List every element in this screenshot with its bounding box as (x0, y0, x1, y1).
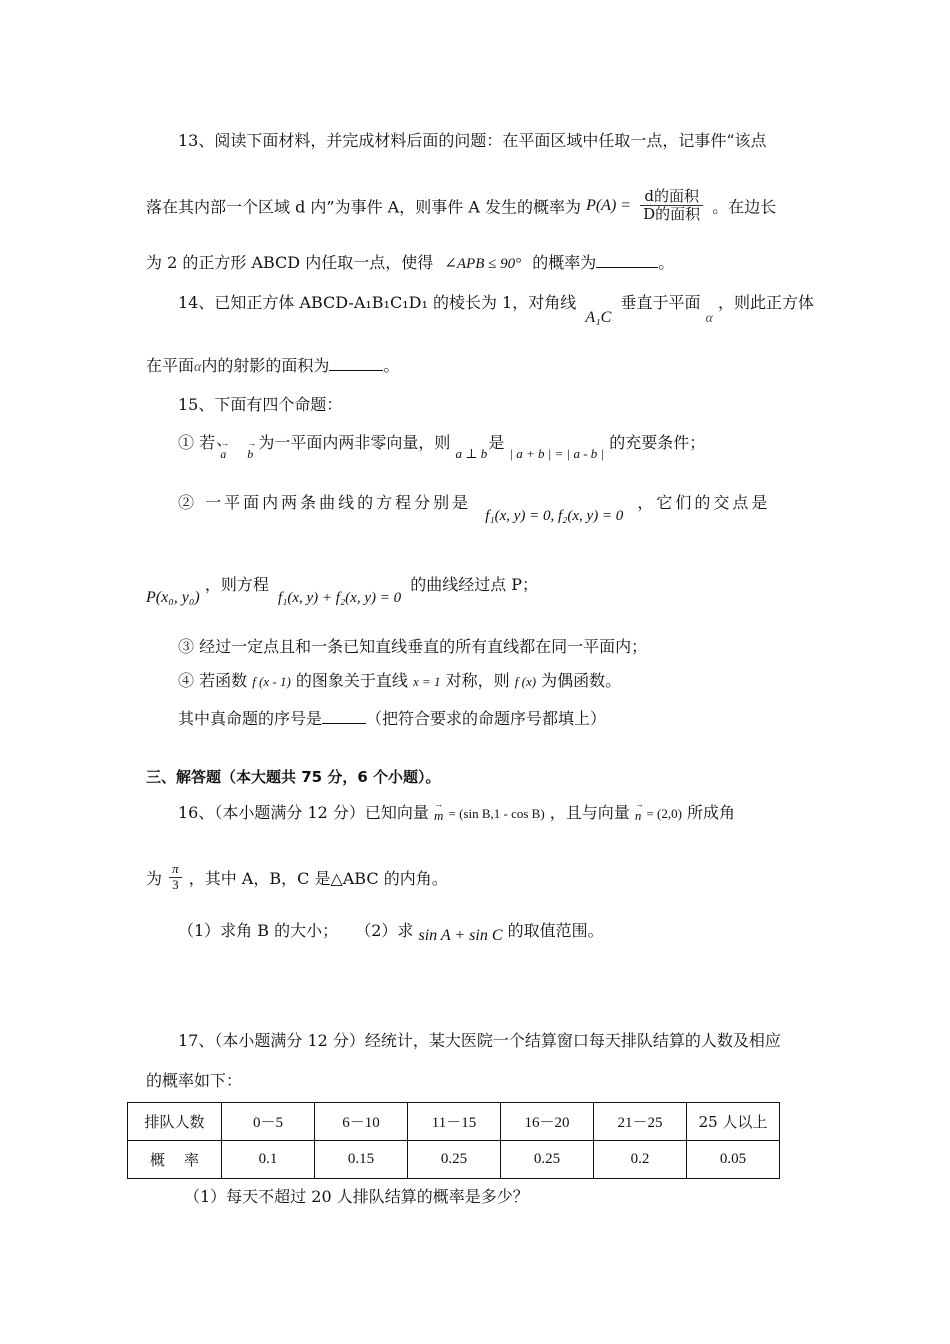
q15-sum-eq: f₁(x, y) + f₂(x, y) = 0 (277, 590, 402, 606)
q17-line2 (146, 1068, 950, 1091)
q13-text-1: 13、阅读下面材料，并完成材料后面的问题：在平面区域中任取一点，记事件“该点 (178, 131, 767, 150)
q14-line1 (178, 290, 950, 326)
q17-line1 (178, 1028, 950, 1051)
q15-p1-c: 是 (488, 433, 505, 452)
q16-text-1b: ，且与向量 (549, 803, 630, 822)
q15-p4-a: ④ 若函数 (178, 671, 248, 690)
q13-line2 (146, 188, 950, 224)
q14-text-2c: 。 (383, 356, 400, 375)
q15-p2-c: ，则方程 (204, 575, 269, 594)
table-header-row (128, 1103, 780, 1141)
q13-pa: P(A) = (586, 196, 632, 214)
q15-ask (178, 706, 950, 729)
table-cell: 21－25 (594, 1103, 687, 1141)
q16-text-2a: 为 (146, 868, 163, 888)
q16-n-value: = (2,0) (646, 806, 682, 821)
q17-sub1 (184, 1184, 950, 1207)
table-cell: 0.15 (315, 1141, 408, 1179)
q15-perp: a ⊥ b (455, 446, 488, 461)
q13-line3 (146, 250, 950, 273)
q17-sub1-text: （1）每天不超过 20 人排队结算的概率是多少？ (184, 1187, 529, 1206)
q13-text-2a: 落在其内部一个区域 d 内”为事件 A，则事件 A 发生的概率为 (146, 197, 581, 217)
q15-p3 (178, 634, 950, 657)
q15-vec-a: → a (220, 447, 226, 462)
q15-p4-b: 的图象关于直线 (295, 671, 408, 690)
q15-answer-blank[interactable] (322, 709, 366, 724)
q16-line2 (146, 862, 950, 893)
q17-text-1: 17、（本小题满分 12 分）经统计，某大医院一个结算窗口每天排队结算的人数及相应 (178, 1031, 781, 1050)
q15-fx1: f (x - 1) (252, 674, 291, 689)
q14-alpha: α (705, 311, 713, 326)
q14-text-1b: 垂直于平面 (620, 293, 701, 312)
q13-angle: ∠APB ≤ 90° (444, 256, 522, 272)
q16-vec-n: → n (635, 808, 642, 824)
q16-line1 (178, 800, 950, 823)
q15-title-text: 15、下面有四个命题： (178, 395, 343, 414)
table-row (128, 1141, 780, 1179)
q15-eqs: f₁(x, y) = 0, f₂(x, y) = 0 (485, 508, 624, 524)
q16-m-value: = (sin B,1 - cos B) (448, 806, 545, 821)
q15-fx: f (x) (514, 674, 537, 689)
q16-sub1: （1）求角 B 的大小； (178, 921, 339, 940)
table-cell: 0.25 (501, 1141, 594, 1179)
q15-p1-b: 为一平面内两非零向量，则 (258, 433, 451, 452)
q16-text-1c: 所成角 (687, 803, 736, 822)
q14-text-2b: 内的射影的面积为 (201, 356, 330, 375)
table-cell: 排队人数 (128, 1103, 222, 1141)
q13-text-3b: 的概率为 (532, 253, 597, 272)
table-cell: 0－5 (222, 1103, 315, 1141)
q16-expr: sin A + sin C (418, 927, 503, 944)
q14-a1c: A₁C (585, 309, 612, 326)
q15-p2-cont (146, 572, 950, 606)
q15-sep: 、 (216, 430, 233, 449)
table-cell: 概 率 (128, 1141, 222, 1179)
q13-frac-den: D的面积 (643, 205, 701, 224)
q14-line2 (146, 353, 950, 376)
section-heading (146, 766, 950, 787)
q16-fraction (169, 862, 182, 893)
q15-p3-text: ③ 经过一定点且和一条已知直线垂直的所有直线都在同一平面内； (178, 637, 648, 656)
q15-p4-c: 对称，则 (445, 671, 510, 690)
q17-text-2: 的概率如下： (146, 1071, 243, 1090)
q16-frac-den: 3 (172, 876, 179, 892)
q15-title (178, 392, 950, 415)
q15-p4-d: 为偶函数。 (541, 671, 622, 690)
q15-ask-b: （把符合要求的命题序号都填上） (366, 709, 607, 728)
q15-p1-d: 的充要条件； (609, 433, 706, 452)
q15-p2-b: ，它们的交点是 (637, 493, 771, 512)
q14-answer-blank[interactable] (329, 356, 383, 371)
q15-p2 (178, 490, 950, 524)
q15-vec-b: → b (247, 447, 253, 462)
q16-sub (178, 918, 950, 944)
section-heading-text: 三、解答题（本大题共 75 分，6 个小题）。 (146, 768, 441, 786)
q13-text-2b: 。在边长 (712, 197, 777, 217)
q16-sub2-a: （2）求 (355, 921, 414, 940)
q15-cond: | a + b | = | a - b | (509, 446, 605, 461)
q15-p2-d: 的曲线经过点 P； (410, 575, 539, 594)
q13-text-3c: 。 (658, 253, 675, 272)
q16-text-1a: 16、（本小题满分 12 分）已知向量 (178, 803, 429, 822)
table-cell: 0.1 (222, 1141, 315, 1179)
table-cell: 0.25 (408, 1141, 501, 1179)
q14-text-1c: ，则此正方体 (718, 293, 815, 312)
q13-text-3a: 为 2 的正方形 ABCD 内任取一点，使得 (146, 253, 434, 272)
q13-answer-blank[interactable] (596, 253, 658, 268)
q13-line1 (178, 128, 950, 151)
probability-table (127, 1102, 780, 1179)
q15-xeq: x = 1 (413, 674, 441, 689)
table-cell: 16－20 (501, 1103, 594, 1141)
q15-ask-a: 其中真命题的序号是 (178, 709, 323, 728)
q13-fraction (640, 188, 703, 224)
q16-vec-m: → m (434, 808, 443, 824)
q16-text-2b: ，其中 A，B，C 是△ABC 的内角。 (188, 868, 448, 888)
q13-frac-num: d的面积 (640, 188, 703, 206)
table-cell: 11－15 (408, 1103, 501, 1141)
q14-alpha-2: α (194, 360, 202, 375)
q15-p1-a: ① 若 (178, 433, 216, 452)
q16-frac-num: π (169, 862, 182, 878)
q15-p2-a: ② 一平面内两条曲线的方程分别是 (178, 493, 472, 512)
q15-p1 (178, 430, 950, 461)
q14-text-1a: 14、已知正方体 ABCD-A₁B₁C₁D₁ 的棱长为 1，对角线 (178, 293, 577, 312)
table-cell: 25 人以上 (687, 1103, 780, 1141)
q15-point: P(x₀, y₀) (146, 589, 200, 606)
q16-sub2-b: 的取值范围。 (507, 921, 604, 940)
table-cell: 0.05 (687, 1141, 780, 1179)
table-cell: 6－10 (315, 1103, 408, 1141)
q14-text-2a: 在平面 (146, 356, 195, 375)
table-cell: 0.2 (594, 1141, 687, 1179)
q15-p4 (178, 668, 950, 691)
